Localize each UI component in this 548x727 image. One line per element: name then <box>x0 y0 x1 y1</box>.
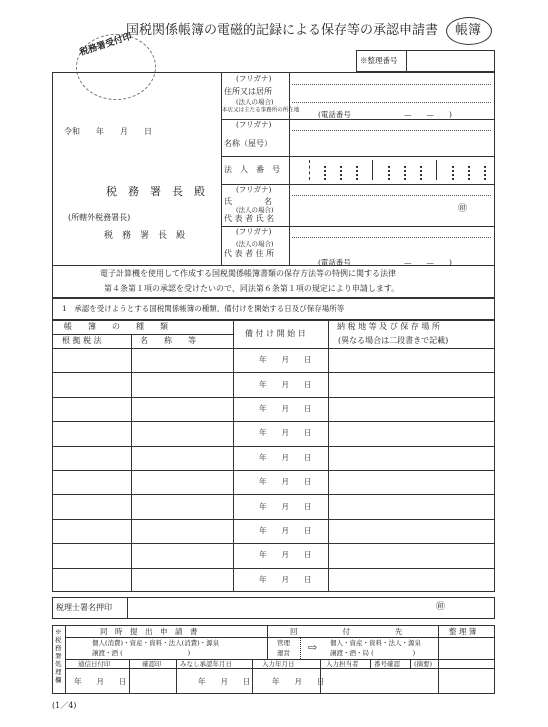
start-date-cell[interactable]: 年 月 日 <box>259 574 312 584</box>
table-row <box>52 543 495 567</box>
col-tax-law: 根 拠 税 法 <box>62 336 102 345</box>
start-date-cell[interactable]: 年 月 日 <box>259 355 312 365</box>
rep-name-label: 代 表 者 氏 名 <box>224 214 275 223</box>
furigana-label-4: (フリガナ) <box>236 227 272 236</box>
simultaneous-label: 同 時 提 出 申 請 書 <box>100 627 198 636</box>
header-stamp-date: 通信日付印 <box>78 660 111 668</box>
corp-note: (法人の場合) <box>236 98 274 106</box>
simultaneous-items-2: 譲渡・酒 ( ) <box>92 649 191 657</box>
badge-label: 帳簿 <box>455 23 482 38</box>
header-remarks: (摘要) <box>414 660 433 668</box>
phone-value[interactable]: — — ) <box>404 110 452 119</box>
section-1-heading: 1 承認を受けようとする国税関係帳簿の種類、備付けを開始する日及び保存場所等 <box>62 304 345 313</box>
table-row <box>52 519 495 543</box>
delivery-items-2: 譲渡・酒・局 ( ) <box>330 649 416 657</box>
delivery-items-1: 個人・資産・資料・法人・源泉 <box>330 639 421 647</box>
start-date-cell[interactable]: 年 月 日 <box>259 525 312 535</box>
start-date-cell[interactable]: 年 月 日 <box>259 477 312 487</box>
shimei-label: 氏 名 <box>224 197 272 206</box>
phone-value-2[interactable]: — — ) <box>404 258 452 267</box>
statement-line-2: 第４条第１項の承認を受けたいので、同法第６条第１項の規定により申請します。 <box>104 284 400 293</box>
header-input-person: 入力担当者 <box>326 660 359 668</box>
table-row <box>52 470 495 494</box>
tax-office-name-2: 税 務 署 長 殿 <box>104 231 186 241</box>
hq-note: 本店又は主たる事務所の所在地 <box>222 106 300 113</box>
start-date-cell[interactable]: 年 月 日 <box>259 403 312 413</box>
unei-label: 運営 <box>277 649 290 657</box>
table-row <box>52 348 495 372</box>
col-ledger-type: 帳 簿 の 種 類 <box>64 322 168 331</box>
furigana-label-3: (フリガナ) <box>236 185 272 194</box>
deemed-date-value[interactable]: 年 月 日 <box>198 677 251 686</box>
page-title: 国税関係帳簿の電磁的記録による保存等の承認申請書 <box>126 23 439 38</box>
header-input-date: 入力年月日 <box>262 660 295 668</box>
col-storage-note: (異なる場合は二段書きで記載) <box>338 336 449 345</box>
table-row <box>52 446 495 470</box>
table-row <box>52 494 495 518</box>
seiri-label: ※整理番号 <box>360 56 398 65</box>
kanri-label: 管理 <box>277 639 290 647</box>
seal-mark: ㊞ <box>458 204 468 214</box>
outside-office-label: (所轄外税務署長) <box>68 213 131 222</box>
delivery-label: 回 付 先 <box>290 627 403 636</box>
office-use-side-label: ※税務署処理欄 <box>55 628 62 684</box>
table-row <box>52 397 495 421</box>
tax-accountant-seal: ㊞ <box>436 602 446 612</box>
tax-office-name: 税 務 署 長 殿 <box>106 185 205 198</box>
corp-number-label: 法 人 番 号 <box>224 165 280 174</box>
tax-accountant-box <box>52 597 495 619</box>
table-row <box>52 372 495 396</box>
arrow-right-icon: ⇨ <box>308 641 318 654</box>
application-date: 令和 年 月 日 <box>64 127 152 136</box>
start-date-cell[interactable]: 年 月 日 <box>259 428 312 438</box>
name-label: 名称（屋号） <box>224 139 272 148</box>
col-start-date: 備 付 け 開 始 日 <box>245 329 306 338</box>
rep-note: (法人の場合) <box>236 206 274 214</box>
start-date-cell[interactable]: 年 月 日 <box>259 379 312 389</box>
ledger-badge <box>446 17 492 45</box>
phone-label-2: (電話番号 <box>318 258 351 267</box>
statement-line-1: 電子計算機を使用して作成する国税関係帳簿書類の保存方法等の特例に関する法律 <box>100 269 396 278</box>
stamp-label: 税務署受付印 <box>78 31 134 59</box>
header-deemed-date: みなし承認年月日 <box>180 660 232 668</box>
seiri-bo-label: 整 理 簿 <box>449 627 477 636</box>
furigana-label: (フリガナ) <box>236 74 272 83</box>
tax-accountant-label: 税理士署名押印 <box>56 603 112 612</box>
rep-note-2: (法人の場合) <box>236 240 274 248</box>
col-name: 名 称 等 <box>140 336 196 345</box>
corp-number-field[interactable] <box>290 156 495 184</box>
header-confirm-seal: 確認印 <box>142 660 162 668</box>
phone-label: (電話番号 <box>318 110 351 119</box>
start-date-cell[interactable]: 年 月 日 <box>259 452 312 462</box>
furigana-label-2: (フリガナ) <box>236 120 272 129</box>
start-date-cell[interactable]: 年 月 日 <box>259 501 312 511</box>
table-row <box>52 421 495 445</box>
address-label: 住所又は居所 <box>224 87 272 96</box>
input-date-value[interactable]: 年 月 日 <box>272 677 325 686</box>
table-row <box>52 568 495 592</box>
page-number: (1／4) <box>52 701 77 710</box>
start-date-cell[interactable]: 年 月 日 <box>259 550 312 560</box>
header-number-check: 番号確認 <box>374 660 400 668</box>
col-storage-place: 納 税 地 等 及 び 保 存 場 所 <box>337 322 440 331</box>
simultaneous-items-1: 個人(消費)・資産・資料・法人(消費)・源泉 <box>92 639 220 647</box>
stamp-date-value[interactable]: 年 月 日 <box>74 677 127 686</box>
rep-address-label: 代 表 者 住 所 <box>224 249 275 258</box>
